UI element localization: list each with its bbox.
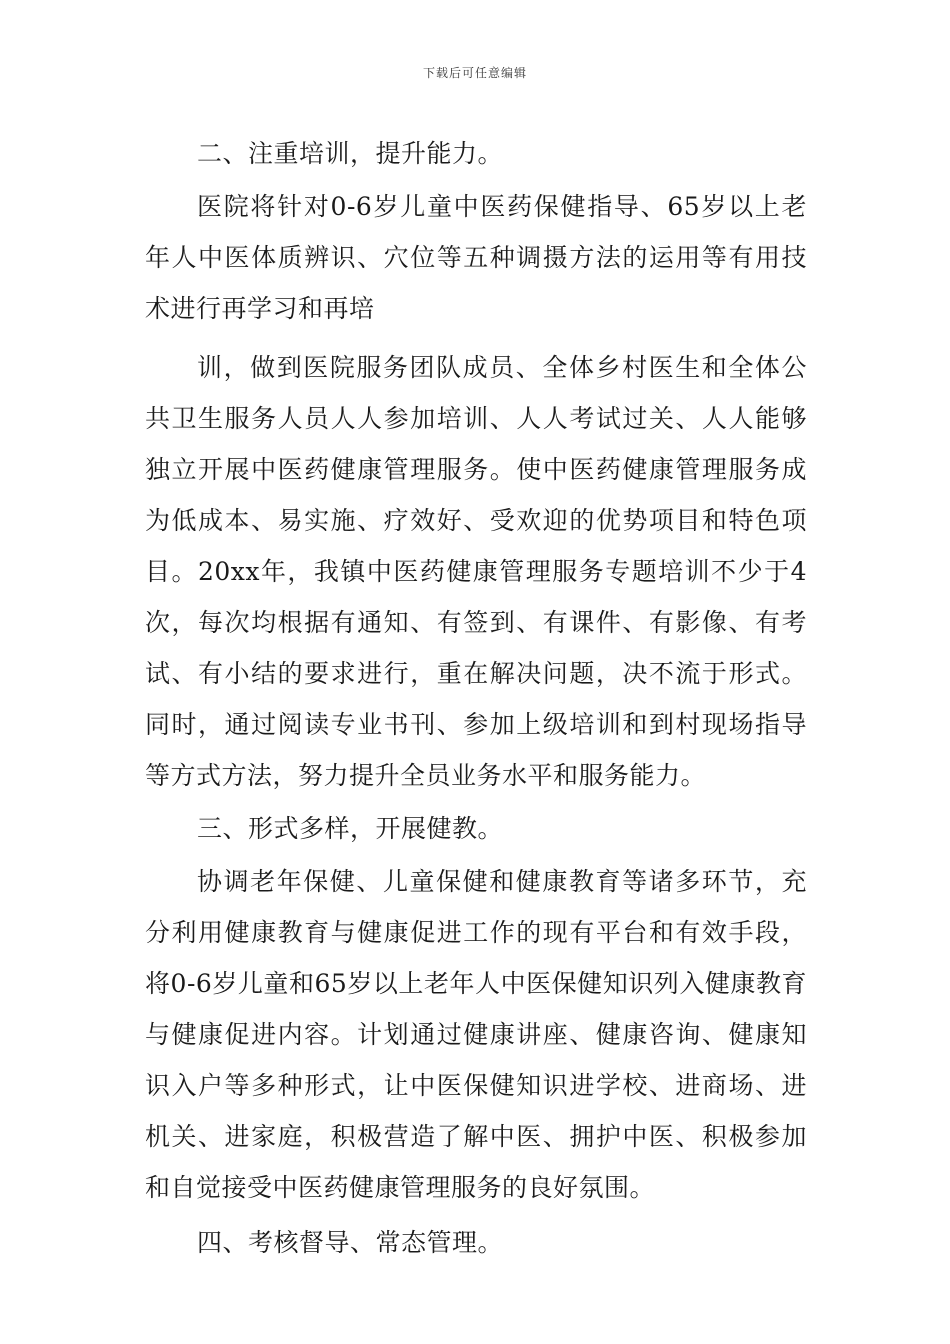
paragraph-training-intro: 医院将针对0-6岁儿童中医药保健指导、65岁以上老年人中医体质辨识、穴位等五种调摄方法的运用等有用技术进行再学习和再培 bbox=[145, 192, 807, 323]
section-heading-training: 二、注重培训，提升能力。 bbox=[197, 139, 504, 168]
page-header-note: 下载后可任意编辑 bbox=[422, 66, 527, 80]
section-heading-health-education: 三、形式多样，开展健教。 bbox=[197, 814, 504, 843]
paragraph-training-detail: 训，做到医院服务团队成员、全体乡村医生和全体公共卫生服务人员人人参加培训、人人考试过关、人人能够独立开展中医药健康管理服务。使中医药健康管理服务成为低成本、易实施、疗效好、受欢迎的优势项目和特色项目。20xx年，我镇中医药健康管理服务专题培训不少于4次，每次均根据有通知、有签到、有课件、有影像、有考试、有小结的要求进行，重在解决问题，决不流于形式。同时，通过阅读专业书刊、参加上级培训和到村现场指导等方式方法，努力提升全员业务水平和服务能力。 bbox=[145, 353, 807, 790]
section-heading-assessment: 四、考核督导、常态管理。 bbox=[197, 1228, 504, 1257]
document-body bbox=[145, 128, 807, 1268]
paragraph-health-education: 协调老年保健、儿童保健和健康教育等诸多环节，充分利用健康教育与健康促进工作的现有平台和有效手段，将0-6岁儿童和65岁以上老年人中医保健知识列入健康教育与健康促进内容。计划通过健康讲座、健康咨询、健康知识入户等多种形式，让中医保健知识进学校、进商场、进机关、进家庭，积极营造了解中医、拥护中医、积极参加和自觉接受中医药健康管理服务的良好氛围。 bbox=[145, 867, 807, 1202]
